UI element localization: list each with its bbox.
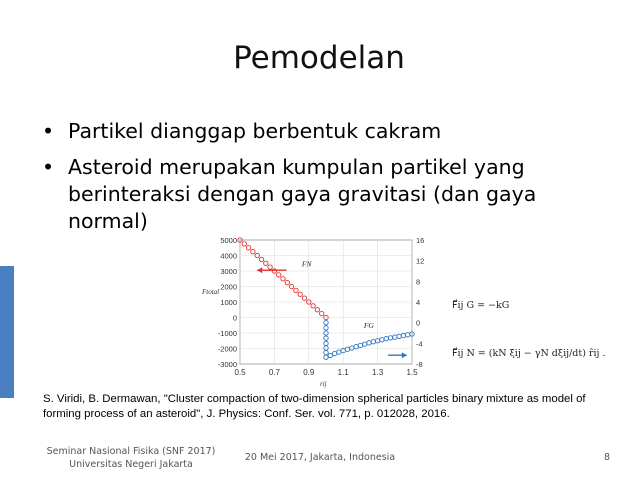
bullet-text: Asteroid merupakan kumpulan partikel yang berinteraksi dengan gaya gravitasi (dan gaya normal) [68,155,537,233]
data-point [311,304,315,308]
series-label-fg: FG [363,320,374,330]
x-tick-label: 0.5 [234,368,246,377]
data-point [384,336,388,340]
slide-title: Pemodelan [233,40,405,76]
data-point [268,265,272,269]
data-point [324,336,328,340]
normal-formula: F⃗ij N = (kN ξij − γN dξij/dt) r̂ij . [452,348,606,359]
page-number: 8 [603,452,610,463]
footer-venue: Universitas Negeri Jakarta [69,459,193,470]
data-point [388,336,392,340]
y-right-tick-label: 16 [416,236,425,245]
footer-event [36,445,226,471]
data-point [324,341,328,345]
y-left-tick-label: -2000 [217,344,237,354]
bullet-item [42,154,602,235]
data-point [324,320,328,324]
data-point [358,343,362,347]
arrow-normal-head [257,267,262,273]
y-left-tick-label: 5000 [220,236,237,245]
x-tick-label: 1.3 [372,368,384,377]
y-right-tick-label: 0 [416,318,421,328]
data-point [401,333,405,337]
bullet-item [42,118,602,145]
data-point [251,249,255,253]
bullet-text: Partikel dianggap berbentuk cakram [68,119,442,143]
bullet-dot: • [42,119,55,143]
data-point [281,277,285,281]
y-right-tick-label: 4 [416,298,421,307]
data-point [324,350,328,354]
data-point [363,342,367,346]
x-tick-label: 1.1 [337,368,349,377]
arrow-gravity-head [402,352,407,358]
data-point [345,347,349,351]
y-left-tick-label: 3000 [220,267,237,276]
y-axis-label: Ftotal [202,288,220,296]
data-point [242,242,246,246]
y-right-tick-label: 8 [416,277,421,287]
data-point [367,341,371,345]
x-tick-label: 1.5 [406,368,418,377]
data-point [298,292,302,296]
y-left-tick-label: 2000 [220,282,237,292]
data-point [294,288,298,292]
data-point [324,346,328,350]
data-point [315,308,319,312]
force-formulas [450,262,630,372]
data-point [259,257,263,261]
y-right-tick-label: -4 [416,339,423,349]
bullet-list [42,118,602,244]
footer-date: 20 Mei 2017, Jakarta, Indonesia [244,452,396,463]
data-point [302,296,306,300]
data-point [285,280,289,284]
data-point [264,261,268,265]
data-point [337,350,341,354]
data-point [246,246,250,250]
data-point [371,340,375,344]
y-left-tick-label: 4000 [220,251,237,261]
y-right-tick-label: 12 [416,256,425,266]
bullet-dot: • [42,155,55,179]
data-point [277,273,281,277]
y-left-tick-label: 1000 [220,298,237,307]
data-point [324,355,328,359]
data-point [324,326,328,330]
data-point [393,335,397,339]
citation: S. Viridi, B. Dermawan, "Cluster compaction of two-dimension spherical particles binary mixture as model of forming process of an asteroid", J. Physics: Conf. Ser. vol. 771, p. 012028, 2016. [43,393,586,420]
data-point [328,353,332,357]
force-chart [190,234,450,394]
data-point [397,334,401,338]
y-left-tick-label: -1000 [217,329,237,338]
accent-bar [0,266,14,398]
x-axis-label: rij [320,380,327,388]
y-left-tick-label: 0 [232,313,237,323]
x-tick-label: 0.7 [268,368,280,377]
y-left-tick-label: -3000 [217,360,237,369]
footer-event-name: Seminar Nasional Fisika (SNF 2017) [46,446,216,457]
gravity-formula: F⃗ij G = −kG [452,300,510,311]
data-point [350,346,354,350]
x-tick-label: 0.9 [303,368,315,377]
data-point [380,338,384,342]
y-right-tick-label: -8 [416,360,423,369]
data-point [332,351,336,355]
series-label-fn: FN [301,259,312,269]
data-point [320,311,324,315]
